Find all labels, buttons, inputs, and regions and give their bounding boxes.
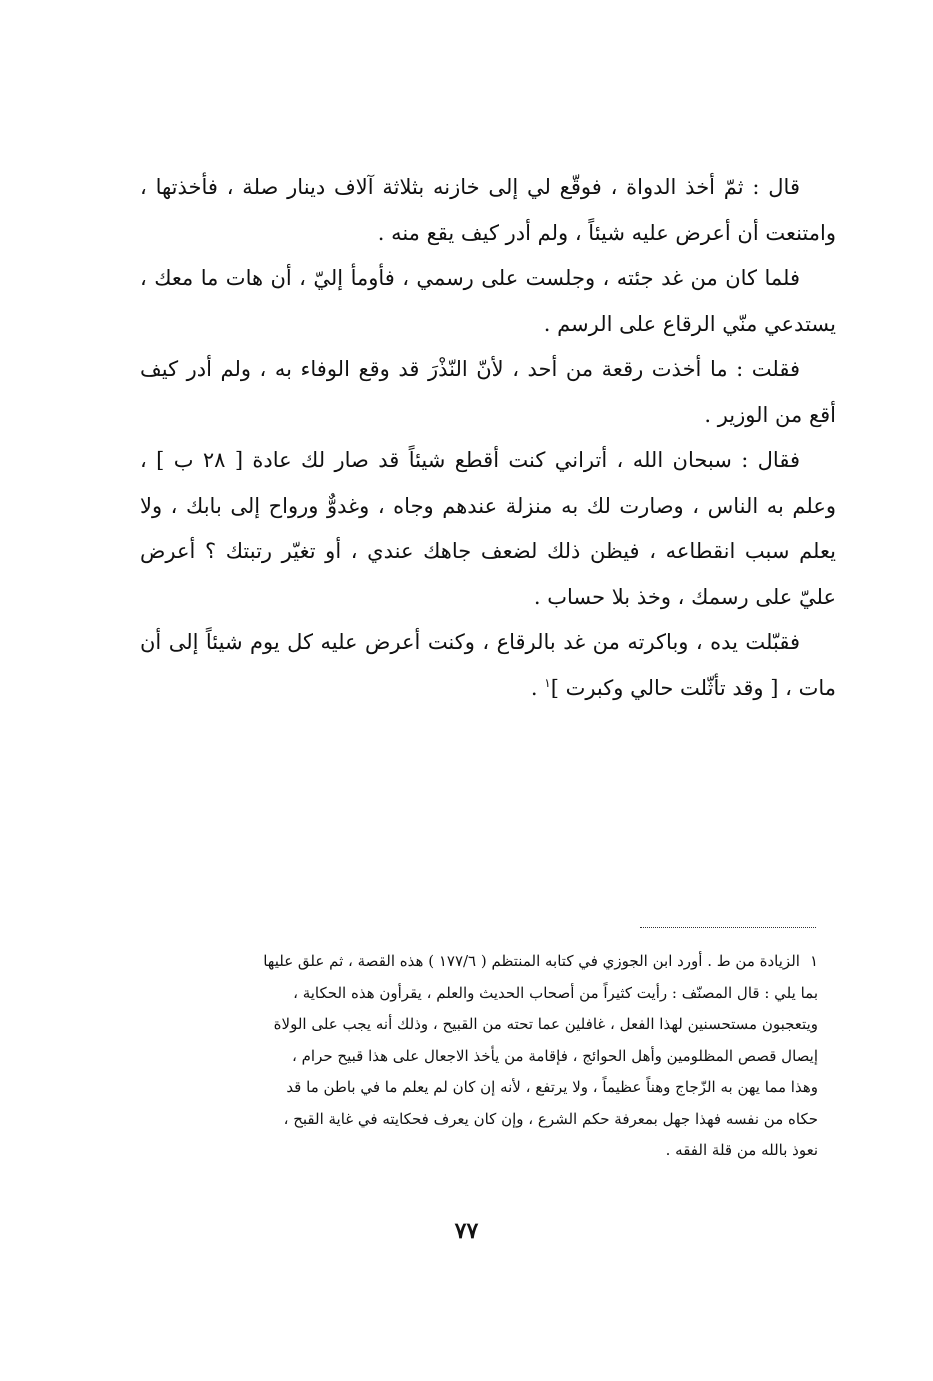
footnote-line: ويتعجبون مستحسنين لهذا الفعل ، غافلين عما تحته من القبيح ، وذلك أنه يجب على الولاة [273,1015,818,1033]
footnote-divider [640,927,816,928]
footnote-line [140,946,818,978]
footnote-line: وهذا مما يهن به الزّجاج وهناً عظيماً ، ولا يرتفع ، لأنه إن كان لم يعلم ما في باطن ما قد [286,1078,818,1096]
paragraph-1: قال : ثمّ أخذ الدواة ، فوقّع لي إلى خازنه بثلاثة آلاف دينار صلة ، فأخذتها ، وامتنعت أن أعرض عليه شيئاً ، ولم أدر كيف يقع منه . [140,175,836,245]
main-text [140,165,836,711]
footnote-reference[interactable]: ١ [544,675,551,690]
footnotes [140,946,818,1167]
paragraph-5-closing: . [530,675,545,700]
paragraph-2: فلما كان من غد جئته ، وجلست على رسمي ، فأومأ إليّ ، أن هات ما معك ، يستدعي منّي الرقاع على الرسم . [140,266,836,336]
page-number: ٧٧ [454,1218,479,1244]
paragraph-5-text: فقبّلت يده ، وباكرته من غد بالرقاع ، وكنت أعرض عليه كل يوم شيئاً إلى أن مات ، [ وقد تأثّلت حالي وكبرت ] [140,630,836,700]
footnote-line-text: الزيادة من ط . أورد ابن الجوزي في كتابه المنتظم ( ١٧٧/٦ ) هذه القصة ، ثم علق عليها [263,952,800,970]
footnote-line: إيصال قصص المظلومين وأهل الحوائج ، فإقامة من يأخذ الاجعال على هذا قبيح حرام ، [292,1046,818,1065]
footnote-line: نعوذ بالله من قلة الفقه . [665,1141,818,1159]
footnote-line: حكاه من نفسه فهذا جهل بمعرفة حكم الشرع ، وإن كان يعرف فحكايته في غاية القبح ، [283,1109,818,1128]
footnote-marker: ١ [809,952,818,970]
paragraph-5 [140,620,836,711]
paragraph-4: فقال : سبحان الله ، أتراني كنت أقطع شيئاً قد صار لك عادة [ ٢٨ ب ] ، وعلم به الناس ، وصارت لك به منزلة عندهم وجاه ، وغدوٌّ ورواح إلى بابك ، ولا يعلم سبب انقطاعه ، فيظن ذلك لضعف جاهك عندي ، أو تغيّر رتبتك ؟ أعرض عليّ على رسمك ، وخذ بلا حساب . [140,448,836,609]
footnote-line: بما يلي : قال المصنّف : رأيت كثيراً من أصحاب الحديث والعلم ، يقرأون هذه الحكاية ، [293,983,818,1002]
paragraph-3: فقلت : ما أخذت رقعة من أحد ، لأنّ النّذْرَ قد وقع الوفاء به ، ولم أدر كيف أقع من الوزير . [140,357,836,427]
